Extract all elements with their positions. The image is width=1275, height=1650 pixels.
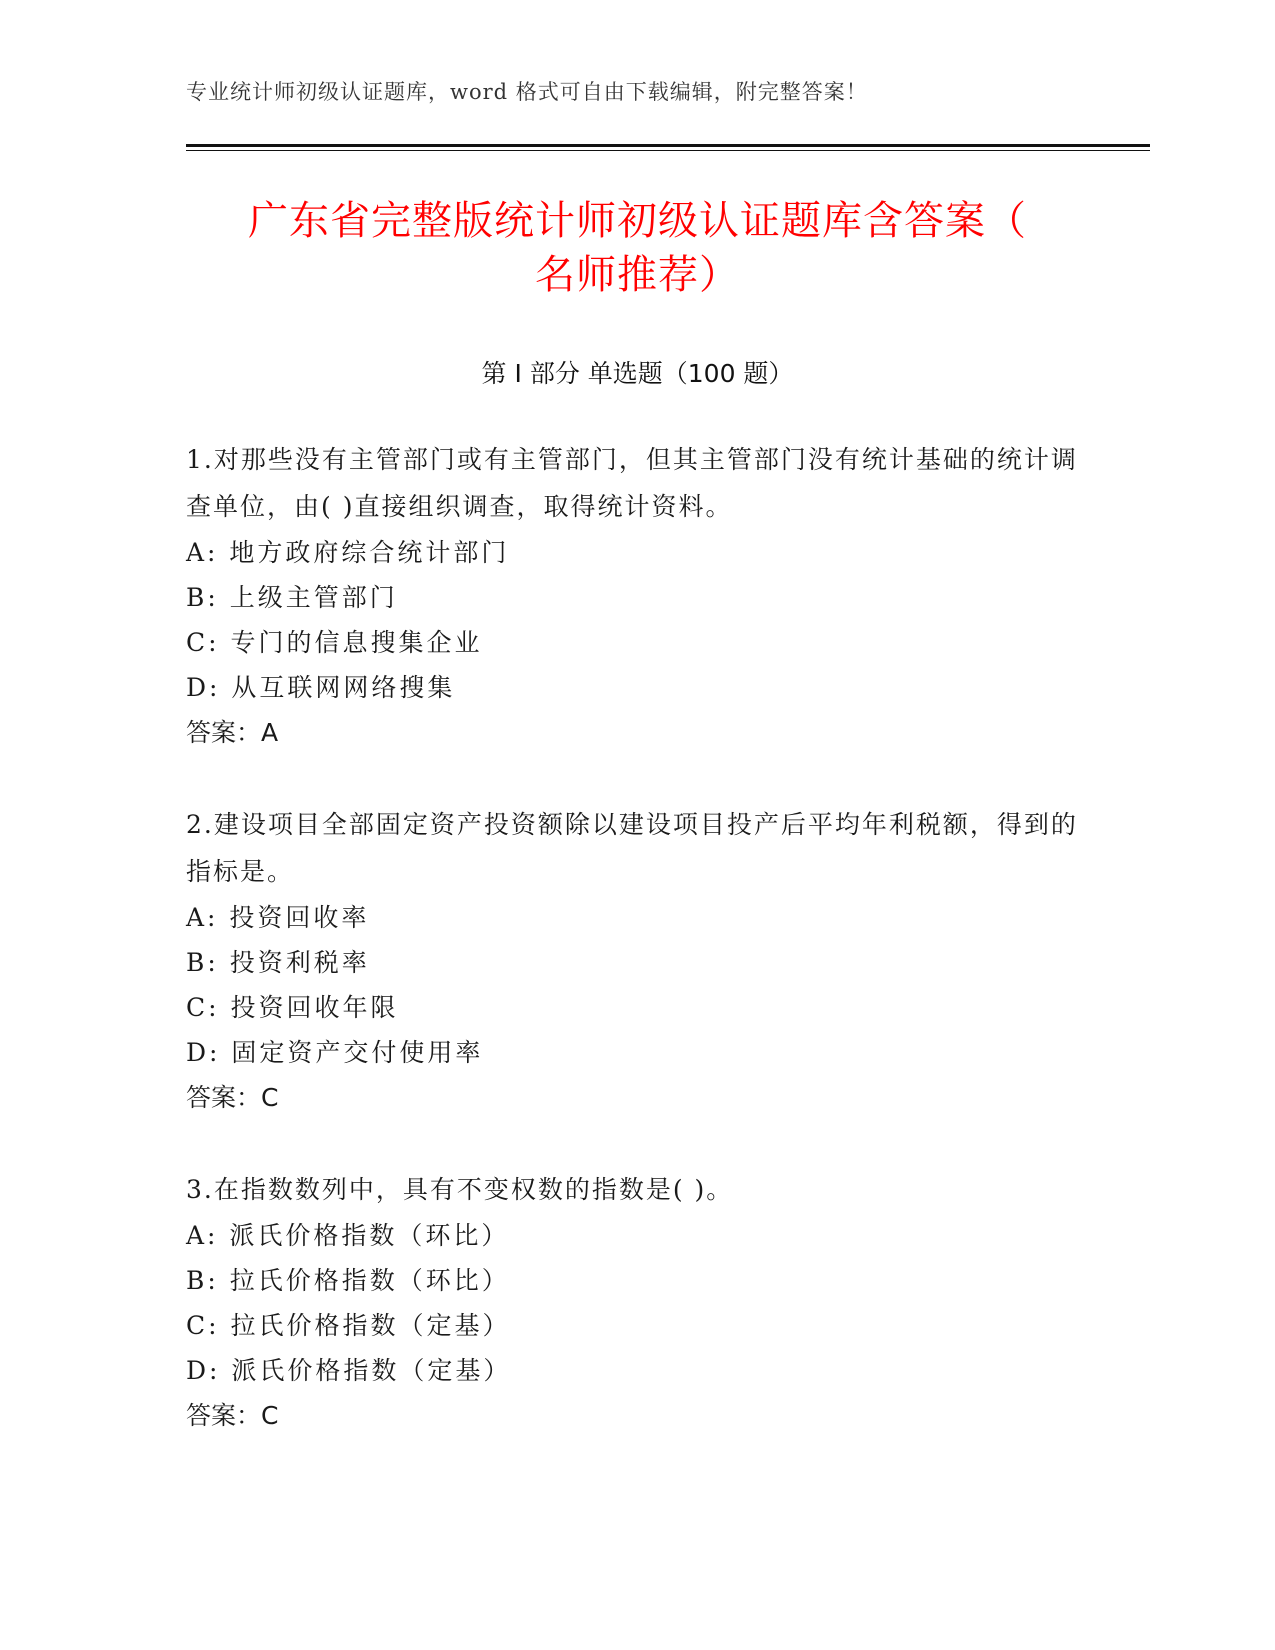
answer: 答案：A	[186, 718, 279, 747]
question-1	[186, 436, 1086, 755]
document-title-line-2: 名师推荐）	[535, 252, 740, 298]
section-title: 第 I 部分 单选题（100 题）	[481, 359, 794, 388]
header-note: 专业统计师初级认证题库，word 格式可自由下载编辑，附完整答案！	[186, 80, 868, 104]
question-text: 2.建设项目全部固定资产投资额除以建设项目投产后平均年利税额，得到的指标是。	[186, 810, 1078, 886]
option-b: B: 拉氏价格指数（环比）	[186, 1266, 510, 1295]
option-a: A: 投资回收率	[186, 903, 370, 932]
question-text: 3.在指数数列中，具有不变权数的指数是( )。	[186, 1175, 734, 1204]
answer: 答案：C	[186, 1401, 279, 1430]
option-a: A: 地方政府综合统计部门	[186, 538, 510, 567]
option-c: C: 投资回收年限	[186, 993, 399, 1022]
option-c: C: 专门的信息搜集企业	[186, 628, 483, 657]
option-c: C: 拉氏价格指数（定基）	[186, 1311, 511, 1340]
option-d: D: 固定资产交付使用率	[186, 1038, 484, 1067]
header-divider	[186, 144, 1150, 151]
option-b: B: 投资利税率	[186, 948, 370, 977]
option-b: B: 上级主管部门	[186, 583, 398, 612]
question-text: 1.对那些没有主管部门或有主管部门，但其主管部门没有统计基础的统计调查单位，由( )直接组织调查，取得统计资料。	[186, 445, 1078, 521]
option-d: D: 派氏价格指数（定基）	[186, 1356, 512, 1385]
answer: 答案：C	[186, 1083, 279, 1112]
document-title-line-1: 广东省完整版统计师初级认证题库含答案（	[248, 198, 1027, 244]
question-list	[186, 436, 1086, 1484]
question-2	[186, 801, 1086, 1120]
option-a: A: 派氏价格指数（环比）	[186, 1221, 510, 1250]
document-title	[150, 194, 1125, 302]
option-d: D: 从互联网网络搜集	[186, 673, 456, 702]
question-3	[186, 1166, 1086, 1438]
